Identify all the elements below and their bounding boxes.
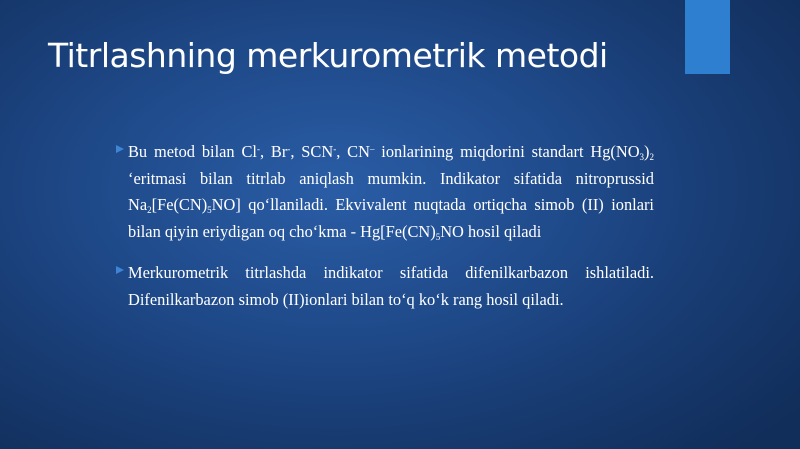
text-run: Merkurometrik titrlashda indikator sifatida difenilkarbazon ishlatiladi. Difenilkarbazon simob (II)ionlari bilan to‘q ko‘k rang hosil qiladi. — [128, 263, 654, 309]
triangle-bullet-icon — [116, 266, 124, 274]
triangle-bullet-icon — [116, 145, 124, 153]
slide-body — [128, 139, 654, 328]
text-run: NO] qo‘llaniladi. Ekvivalent nuqtada ortiqcha simob (II) ionlari bilan qiyin eriydigan oq cho‘kma - Hg[Fe(CN) — [128, 195, 654, 241]
text-run: Bu metod bilan Cl — [128, 142, 257, 161]
text-run: NO hosil qiladi — [440, 221, 542, 241]
text-run: [Fe(CN) — [151, 195, 208, 214]
subscript: 3 — [639, 152, 645, 162]
text-run: , Br — [259, 142, 288, 161]
accent-bar — [685, 0, 730, 74]
subscript: 2 — [147, 205, 152, 215]
superscript: - — [333, 144, 337, 154]
subscript: 5 — [207, 205, 212, 215]
text-run: , CN — [336, 142, 370, 161]
text-run: ‘eritmasi bilan titrlab aniqlash mumkin. Indikator sifatida nitroprussid Na — [128, 168, 654, 214]
paragraph-difenilkarbazon — [128, 260, 654, 313]
slide-title: Titrlashning merkurometrik metodi — [48, 36, 608, 75]
text-run: , SCN — [290, 142, 334, 161]
subscript: 2 — [649, 152, 655, 162]
text-run: ) — [644, 142, 650, 161]
paragraph-merkurometrik-method — [128, 139, 654, 245]
superscript: - — [256, 144, 260, 154]
subscript: 5 — [435, 231, 441, 242]
superscript: - — [287, 144, 291, 154]
text-run: ionlarining miqdorini standart Hg(NO — [374, 142, 640, 161]
superscript: – — [369, 144, 375, 154]
